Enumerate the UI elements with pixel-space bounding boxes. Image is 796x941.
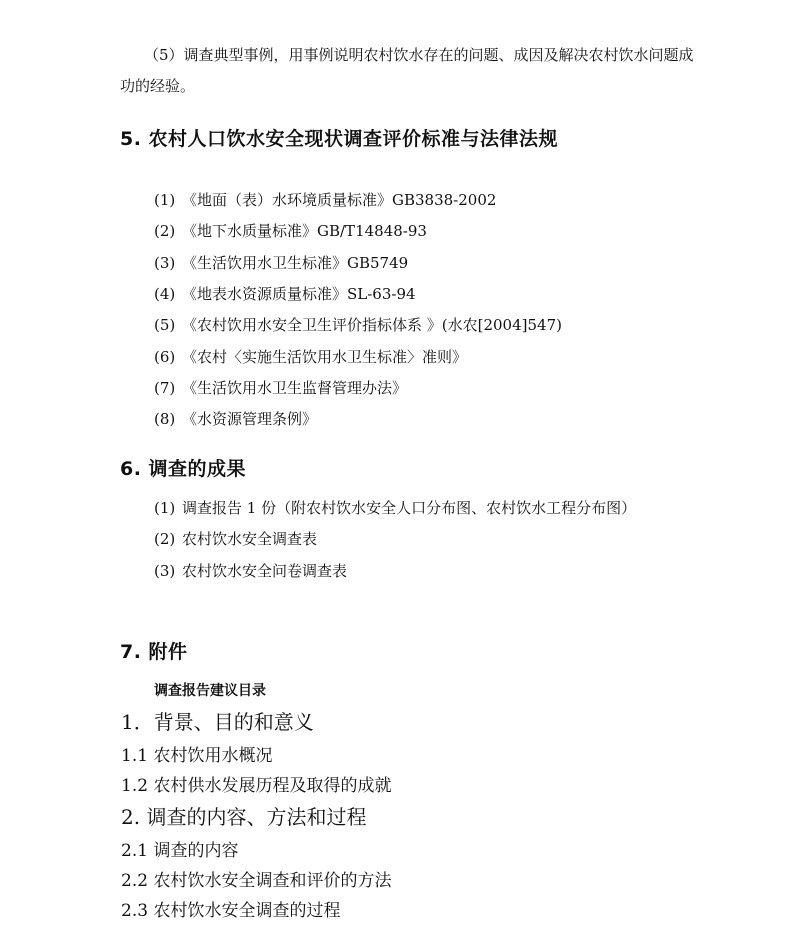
item-text: 《农村〈实施生活饮用水卫生标准〉准则》 bbox=[182, 348, 468, 366]
item-number: (8) bbox=[154, 410, 176, 428]
item-text: 《生活饮用水卫生标准》GB5749 bbox=[182, 254, 409, 272]
intro-line-2: 功的经验。 bbox=[120, 77, 196, 95]
item-text: 《农村饮用水安全卫生评价指标体系 》(水农[2004]547) bbox=[182, 316, 562, 334]
toc-entry-2-2: 2.2 农村饮水安全调查和评价的方法 bbox=[121, 871, 392, 891]
item-text: 调查报告 1 份（附农村饮水安全人口分布图、农村饮水工程分布图） bbox=[182, 499, 637, 517]
item-number: (7) bbox=[154, 379, 176, 397]
toc-entry-2-1: 2.1 调查的内容 bbox=[121, 841, 239, 861]
item-number: (4) bbox=[154, 285, 176, 303]
item-number: (6) bbox=[154, 348, 176, 366]
item-number: (2) bbox=[154, 530, 176, 548]
item-text: 《地下水质量标准》GB/T14848-93 bbox=[182, 222, 427, 240]
standard-item-7 bbox=[154, 377, 407, 398]
item-number: (1) bbox=[154, 499, 176, 517]
standard-item-1 bbox=[154, 189, 496, 210]
result-item-1 bbox=[154, 497, 636, 518]
toc-entry-1: 1．背景、目的和意义 bbox=[121, 710, 314, 734]
item-number: (2) bbox=[154, 222, 176, 240]
item-number: (5) bbox=[154, 316, 176, 334]
item-text: 《生活饮用水卫生监督管理办法》 bbox=[182, 379, 408, 397]
standard-item-3 bbox=[154, 252, 408, 273]
result-item-3 bbox=[154, 560, 347, 581]
item-number: (3) bbox=[154, 254, 176, 272]
result-item-2 bbox=[154, 528, 317, 549]
standard-item-6 bbox=[154, 346, 467, 367]
toc-subtitle: 调查报告建议目录 bbox=[154, 683, 266, 699]
toc-entry-1-2: 1.2 农村供水发展历程及取得的成就 bbox=[121, 776, 392, 796]
item-number: (3) bbox=[154, 562, 176, 580]
toc-entry-2-3: 2.3 农村饮水安全调查的过程 bbox=[121, 901, 341, 921]
standard-item-8 bbox=[154, 408, 317, 429]
item-text: 《水资源管理条例》 bbox=[182, 410, 318, 428]
item-text: 《地表水资源质量标准》SL-63-94 bbox=[182, 285, 416, 303]
section-5-heading: 5. 农村人口饮水安全现状调查评价标准与法律法规 bbox=[120, 128, 559, 150]
item-number: (1) bbox=[154, 191, 176, 209]
item-text: 《地面（表）水环境质量标准》GB3838-2002 bbox=[182, 191, 497, 209]
standard-item-2 bbox=[154, 220, 427, 241]
standard-item-5 bbox=[154, 314, 562, 335]
toc-entry-2: 2. 调查的内容、方法和过程 bbox=[121, 805, 367, 829]
intro-line-1: （5）调查典型事例，用事例说明农村饮水存在的问题、成因及解决农村饮水问题成 bbox=[144, 46, 694, 64]
section-7-heading: 7. 附件 bbox=[120, 641, 188, 663]
intro-paragraph bbox=[120, 40, 760, 102]
standard-item-4 bbox=[154, 283, 416, 304]
section-6-heading: 6. 调查的成果 bbox=[120, 458, 247, 480]
toc-entry-1-1: 1.1 农村饮用水概况 bbox=[121, 746, 273, 766]
item-text: 农村饮水安全问卷调查表 bbox=[182, 562, 348, 580]
item-text: 农村饮水安全调查表 bbox=[182, 530, 318, 548]
